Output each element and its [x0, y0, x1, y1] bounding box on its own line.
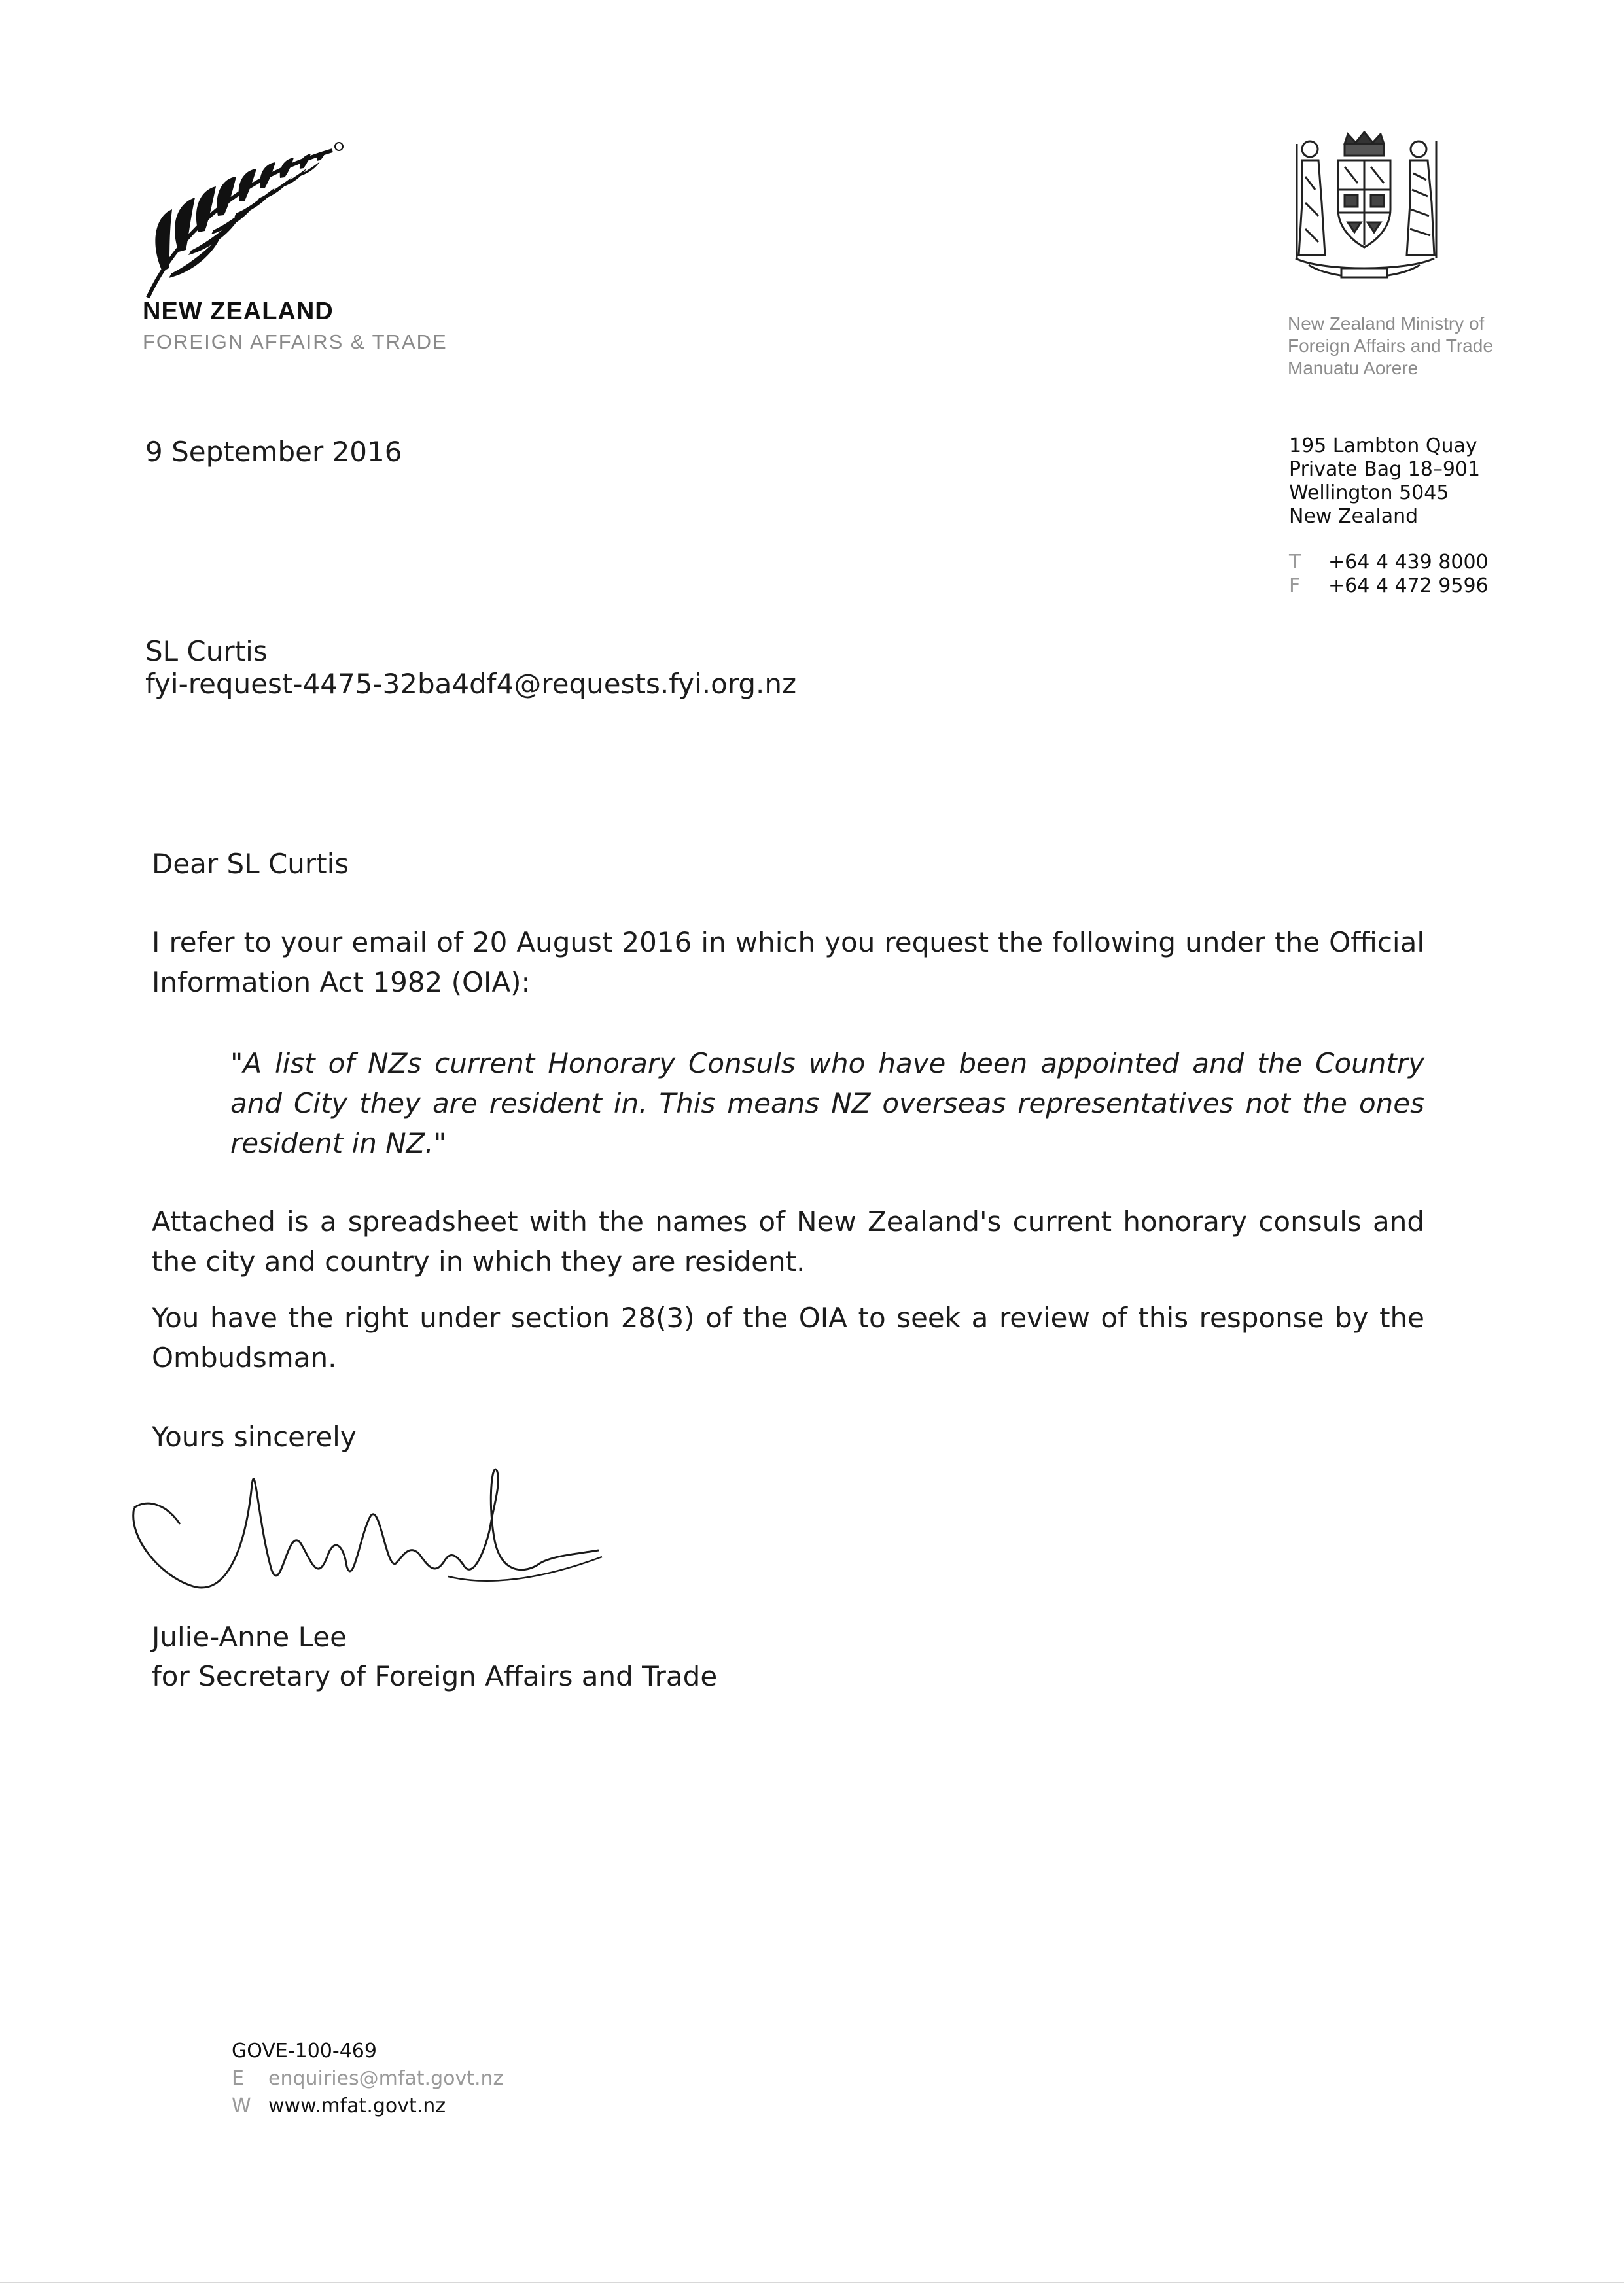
ministry-line: Foreign Affairs and Trade: [1288, 336, 1493, 356]
quoted-request: "A list of NZs current Honorary Consuls who have been appointed and the Country and City they are resident in. This means NZ overseas representatives not the ones resident in NZ.": [230, 1047, 1424, 1159]
handwritten-signature-icon: [121, 1446, 612, 1603]
paragraph-attachment: Attached is a spreadsheet with the names of New Zealand's current honorary consuls and the city and country in which they are resident.: [152, 1206, 1424, 1278]
footer-web-label: W: [232, 2095, 251, 2117]
ministry-line: New Zealand Ministry of: [1288, 313, 1485, 334]
footer-email-row: [232, 2067, 503, 2091]
phone-row: [1289, 551, 1489, 574]
fax-label: F: [1289, 574, 1301, 597]
closing: Yours sincerely: [152, 1421, 357, 1453]
brand-name-line1: NEW ZEALAND: [143, 298, 334, 325]
footer-web-row: [232, 2095, 446, 2118]
phone-number: +64 4 439 8000: [1328, 551, 1489, 574]
nz-coat-of-arms-icon: [1282, 131, 1446, 288]
footer-email[interactable]: enquiries@mfat.govt.nz: [268, 2067, 504, 2090]
footer-reference: GOVE-100-469: [232, 2040, 377, 2062]
coat-of-arms: [1282, 131, 1446, 288]
silver-fern-icon: [143, 137, 352, 301]
address-block: [1289, 434, 1480, 529]
footer-email-label: E: [232, 2067, 244, 2090]
letter-date: 9 September 2016: [145, 436, 402, 468]
signatory-title: for Secretary of Foreign Affairs and Trade: [152, 1660, 718, 1692]
footer-web[interactable]: www.mfat.govt.nz: [268, 2095, 446, 2117]
ministry-name: [1288, 313, 1493, 379]
recipient-name: SL Curtis: [145, 635, 268, 667]
salutation: Dear SL Curtis: [152, 848, 349, 880]
address-line: Wellington 5045: [1289, 481, 1449, 504]
paragraph-review-right: You have the right under section 28(3) of the OIA to seek a review of this response by the Ombudsman.: [152, 1302, 1424, 1374]
signature: [121, 1446, 612, 1603]
recipient-email: fyi-request-4475-32ba4df4@requests.fyi.org.nz: [145, 668, 797, 700]
fax-row: [1289, 574, 1489, 598]
phone-label: T: [1289, 551, 1301, 574]
page-bottom-rule: [0, 2282, 1624, 2283]
brand-name-line2: FOREIGN AFFAIRS & TRADE: [143, 330, 448, 353]
fax-number: +64 4 472 9596: [1328, 574, 1489, 597]
ministry-line: Manuatu Aorere: [1288, 358, 1419, 378]
address-line: New Zealand: [1289, 505, 1419, 528]
address-line: Private Bag 18–901: [1289, 458, 1481, 481]
address-line: 195 Lambton Quay: [1289, 434, 1477, 457]
signatory-name: Julie-Anne Lee: [152, 1621, 347, 1653]
paragraph-request: I refer to your email of 20 August 2016 in which you request the following under the Official Information Act 1982 (OIA):: [152, 926, 1424, 998]
brand-logo: [143, 137, 352, 301]
